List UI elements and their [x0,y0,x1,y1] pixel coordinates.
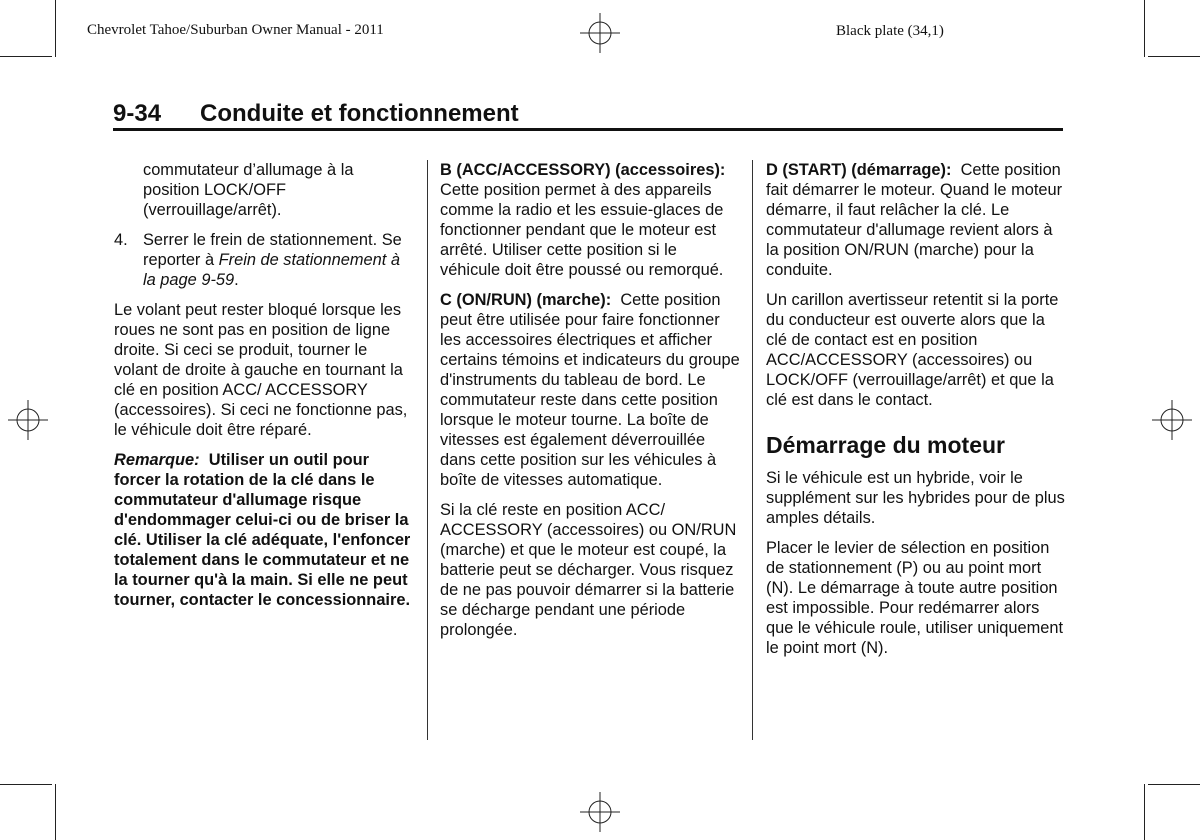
column-1 [114,160,414,620]
subsection-heading: Démarrage du moteur [766,432,1006,458]
crop-mark-top-left-horizontal [0,56,52,57]
crop-mark-bottom-right-horizontal [1148,784,1200,785]
position-b-label: B (ACC/ACCESSORY) (accessoires): [440,161,726,179]
hybrid-paragraph: Si le véhicule est un hybride, voir le supplément sur les hybrides pour de plus amples détails. [766,469,1065,527]
column-2 [440,160,740,650]
column-divider-2 [752,160,753,740]
position-b-paragraph [440,160,740,280]
notice-paragraph [114,450,414,610]
crop-mark-top-right-horizontal [1148,56,1200,57]
crop-mark-bottom-left-horizontal [0,784,52,785]
crop-mark-top-right-vertical [1144,0,1145,57]
position-b-text: Cette position permet à des appareils comme la radio et les essuie-glaces de fonctionner pendant que le moteur est arrêté. Utiliser cette position si le véhicule doit être poussé ou remorqué. [440,181,724,279]
step-4-cross-reference: Frein de stationnement à la page 9-59 [143,251,400,289]
chime-paragraph: Un carillon avertisseur retentit si la porte du conducteur est ouverte alors que la clé de contact est en position ACC/ACCESSORY (accessoires) ou LOCK/OFF (verrouillage/arrêt) et que la clé est dans le contact. [766,291,1059,409]
gear-selector-paragraph: Placer le levier de sélection en position de stationnement (P) ou au point mort (N). Le démarrage à toute autre position est impossible. Pour redémarrer alors que le véhicule roule, utiliser uniquement le point mort (N). [766,539,1064,657]
position-c-label: C (ON/RUN) (marche): [440,291,612,309]
running-header-manual-title: Chevrolet Tahoe/Suburban Owner Manual - 2011 [87,22,384,38]
column-3 [766,160,1066,668]
crop-mark-bottom-left-vertical [55,784,56,840]
position-c-paragraph [440,290,740,490]
page-number: 9-34 [113,100,162,127]
position-c-text: Cette position peut être utilisée pour faire fonctionner les accessoires électriques et afficher certains témoins et indicateurs du groupe d'instruments du tableau de bord. Le commutateur reste dans cette position lorsque le moteur tourne. La boîte de vitesses est également déverrouillée dans cette position sur les véhicules à boîte de vitesses automatique. [440,291,740,489]
battery-warning-paragraph: Si la clé reste en position ACC/ ACCESSORY (accessoires) ou ON/RUN (marche) et que le moteur est coupé, la batterie peut se décharger. Vous risquez de ne pas pouvoir démarrer si la batterie se décharge pendant une période prolongée. [440,501,737,639]
column-divider-1 [427,160,428,740]
step-4-end: . [234,271,239,289]
position-d-label: D (START) (démarrage): [766,161,952,179]
section-title: Conduite et fonctionnement [200,100,519,127]
position-d-text: Cette position fait démarrer le moteur. Quand le moteur démarre, il faut relâcher la clé. Le commutateur d'allumage revient alors à la position ON/RUN (marche) pour la conduite. [766,161,1063,279]
step-4-text: Serrer le frein de stationnement. Se reporter à [143,231,402,269]
registration-mark-top-icon [580,13,620,53]
steering-lock-paragraph: Le volant peut rester bloqué lorsque les roues ne sont pas en position de ligne droite. Si ceci se produit, tourner le volant de droite à gauche en tournant la clé en position ACC/ ACCESSORY (accessoires). Si ceci ne fonctionne pas, le véhicule doit être réparé. [114,301,408,439]
notice-text: Utiliser un outil pour forcer la rotation de la clé dans le commutateur d'allumage risque d'endommager celui-ci ou de briser la clé. Utiliser la clé adéquate, l'enfoncer totalement dans le commutateur et ne la tourner qu'à la main. Si elle ne peut tourner, contacter le concessionnaire. [114,451,411,609]
running-header-plate: Black plate (34,1) [836,23,944,39]
crop-mark-bottom-right-vertical [1144,784,1145,840]
registration-mark-bottom-icon [580,792,620,832]
step-3-continuation: commutateur d’allumage à la position LOCK/OFF (verrouillage/arrêt). [143,161,354,219]
step-4 [114,230,414,290]
registration-mark-left-icon [8,400,48,440]
step-4-number: 4. [114,231,128,249]
heading-rule [113,128,1063,131]
crop-mark-top-left-vertical [55,0,56,57]
registration-mark-right-icon [1152,400,1192,440]
notice-label: Remarque: [114,451,200,469]
position-d-paragraph [766,160,1066,280]
